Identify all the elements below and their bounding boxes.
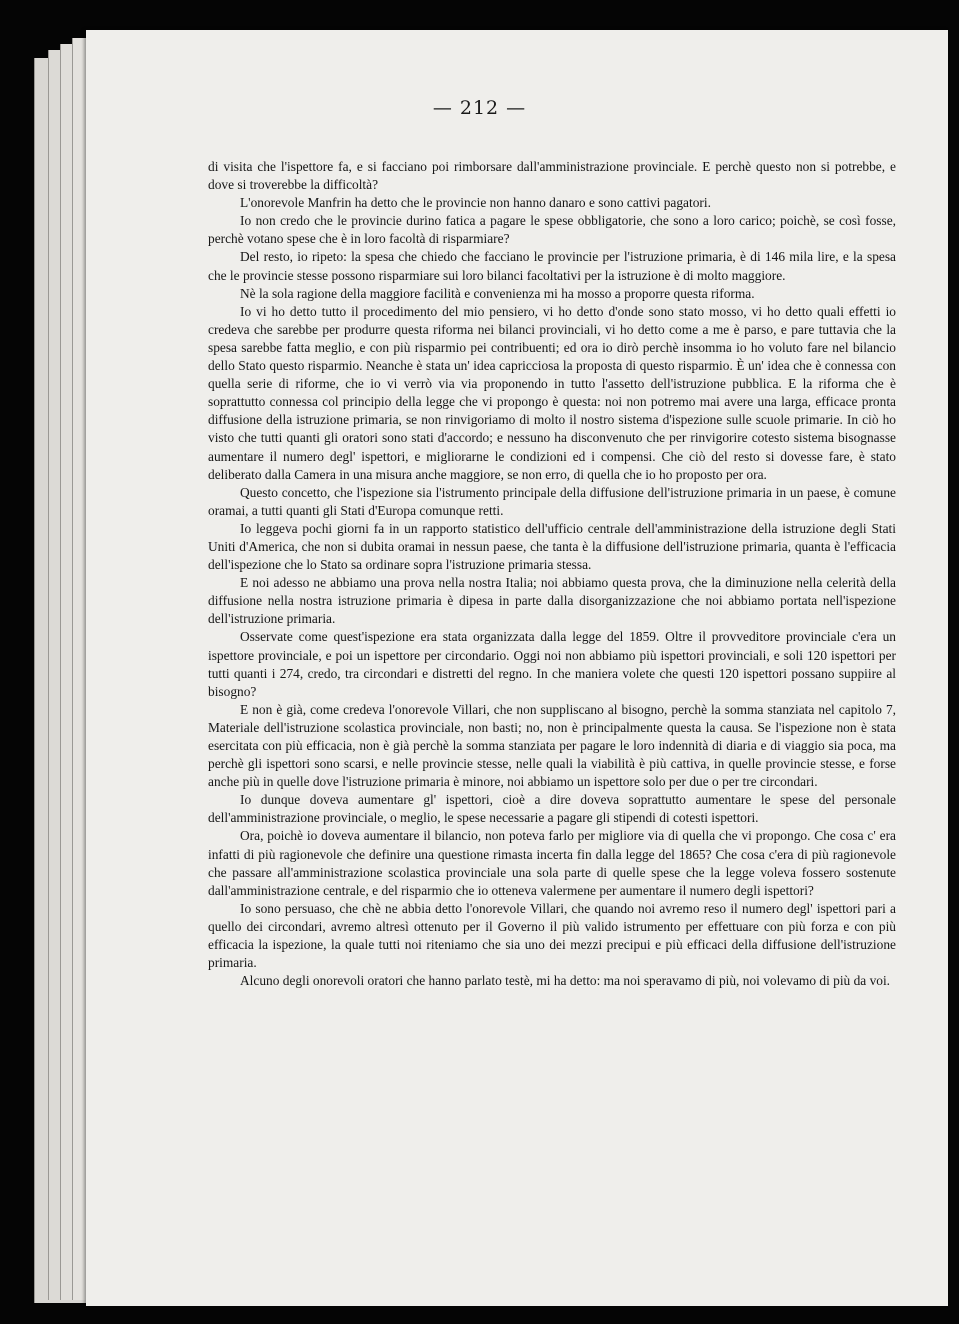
- paragraph: Io sono persuaso, che chè ne abbia detto l'onorevole Villari, che quando noi avremo reso il numero degl' ispettori pari a quello dei circondari, avremo altresì ottenuto per il Governo il più valido istrumento per effettuare con più forza e con più efficacia la ispezione, la quale tutti noi riteniamo che sia uno dei mezzi precipui e più efficaci della diffusione dell'istruzione primaria.: [208, 900, 896, 971]
- paragraph: E noi adesso ne abbiamo una prova nella nostra Italia; noi abbiamo questa prova, che la diminuzione nella celerità della diffusione nella nostra istruzione primaria è dipesa in parte dalla disorganizzazione che noi abbiamo portata nell'ispezione dell'istruzione primaria.: [208, 575, 896, 627]
- body-text: [208, 158, 896, 990]
- paragraph: Io non credo che le provincie durino fatica a pagare le spese obbligatorie, che sono a loro carico; poichè, se così fosse, perchè votano spese che è in loro facoltà di risparmiare?: [208, 213, 896, 247]
- paragraph: L'onorevole Manfrin ha detto che le provincie non hanno danaro e sono cattivi pagatori.: [240, 195, 711, 211]
- paragraph: Io vi ho detto tutto il procedimento del mio pensiero, vi ho detto d'onde sono stato mosso, vi ho detto quali effetti io credeva che sarebbe per produrre questa riforma nei bilanci provinciali, vi ho detto come a me è parso, e pare tuttavia che la spesa sarebbe fatta meglio, e con più risparmio pei contribuenti; ed ora io dirò perchè insomma io ho voluto fare nel bilancio dello Stato questo risparmio. Neanche è stata un' idea capricciosa la proposta di questo risparmio. È un' idea che è connessa con quella serie di riforme, che io vi verrò via via proponendo in tutto l'assetto dell'istruzione pubblica. E la riforma che è soprattutto connessa col principio della legge che vi propongo è questa: noi non potremo mai avere una larga, efficace pronta diffusione della istruzione primaria, se non rinvigoriamo di molto il nostro sistema d'ispezione sulle scuole primarie. In ciò ho visto che tutti quanti gli oratori sono stati d'accordo; e nessuno ha disconvenuto che per rinvigorire cotesto sistema bisognasse aumentare il numero degl' ispettori, e migliorarne le condizioni ed i compensi. Che ciò del resto si dovesse fare, è stato deliberato dalla Camera in una misura anche maggiore, se non erro, di quella che io ho proposto per ora.: [208, 303, 896, 482]
- paragraph: Io dunque doveva aumentare gl' ispettori, cioè a dire doveva soprattutto aumentare le spese del personale dell'amministrazione provinciale, o meglio, le spese necessarie a pagare gli stipendi di cotesti ispettori.: [208, 792, 896, 826]
- paragraph: Questo concetto, che l'ispezione sia l'istrumento principale della diffusione dell'istruzione primaria in un paese, è comune oramai, a tutti quanti gli Stati d'Europa comunque retti.: [208, 484, 896, 518]
- paragraph: di visita che l'ispettore fa, e si facciano poi rimborsare dall'amministrazione provinciale. E perchè questo non si potrebbe, e dove si troverebbe la difficoltà?: [208, 159, 896, 193]
- paragraph: Osservate come quest'ispezione era stata organizzata dalla legge del 1859. Oltre il provveditore provinciale c'era un ispettore provinciale, e poi un ispettore per circondario. Oggi noi non abbiamo più ispettori provinciali, e soli 120 ispettori per tutti quanti i 274, credo, tra circondari e distretti del regno. In che maniera volete che questi 120 ispettori possano suppiire al bisogno?: [208, 629, 896, 699]
- paragraph: Io leggeva pochi giorni fa in un rapporto statistico dell'ufficio centrale dell'amministrazione della istruzione degli Stati Uniti d'America, che non si dubita oramai in nessun paese, che tanta è la diffusione dell'istruzione primaria, quanta è l'efficacia dell'ispezione che lo Stato sa ordinare sopra l'istruzione primaria stessa.: [208, 520, 896, 573]
- paragraph: Del resto, io ripeto: la spesa che chiedo che facciano le provincie per l'istruzione primaria, è di 146 mila lire, e la spesa che le provincie stesse possono risparmiare sui loro bilanci facoltativi per la istruzione è di molto maggiore.: [208, 249, 896, 283]
- paragraph: Alcuno degli onorevoli oratori che hanno parlato testè, mi ha detto: ma noi speravamo di più, noi volevamo di più da voi.: [240, 973, 891, 989]
- page-number: — 212 —: [432, 97, 527, 119]
- paragraph: E non è già, come credeva l'onorevole Villari, che non suppliscano al bisogno, perchè la somma stanziata nel capitolo 7, Materiale dell'istruzione scolastica provinciale, non basti; no, non è principalmente questa la causa. Se l'ispezione non è stata esercitata con più efficacia, non è già perchè la somma stanziata per pagare le loro indennità di diaria e di viaggio sia poca, ma perchè gli ispettori sono scarsi, e nelle provincie stesse, nelle quali la viabilità è più cattiva, in quelle provincie stesse, e forse anche più in quelle dove l'istruzione primaria è minore, noi abbiamo un ispettore solo per due o per tre circondari.: [208, 701, 896, 790]
- paragraph: Ora, poichè io doveva aumentare il bilancio, non poteva farlo per migliore via di quella che vi propongo. Che cosa c' era infatti di più ragionevole che definire una questione rimasta incerta fin dalla legge del 1865? Che cosa c'era di più ragionevole che passare all'amministrazione scolastica provinciale una sola parte di quelle spese che la legge voleva fossero sostenute dall'amministrazione centrale, e del risparmio che io otteneva valermene per aumentare il numero degli ispettori?: [208, 828, 896, 898]
- paragraph: Nè la sola ragione della maggiore facilità e convenienza mi ha mosso a proporre questa riforma.: [240, 285, 755, 301]
